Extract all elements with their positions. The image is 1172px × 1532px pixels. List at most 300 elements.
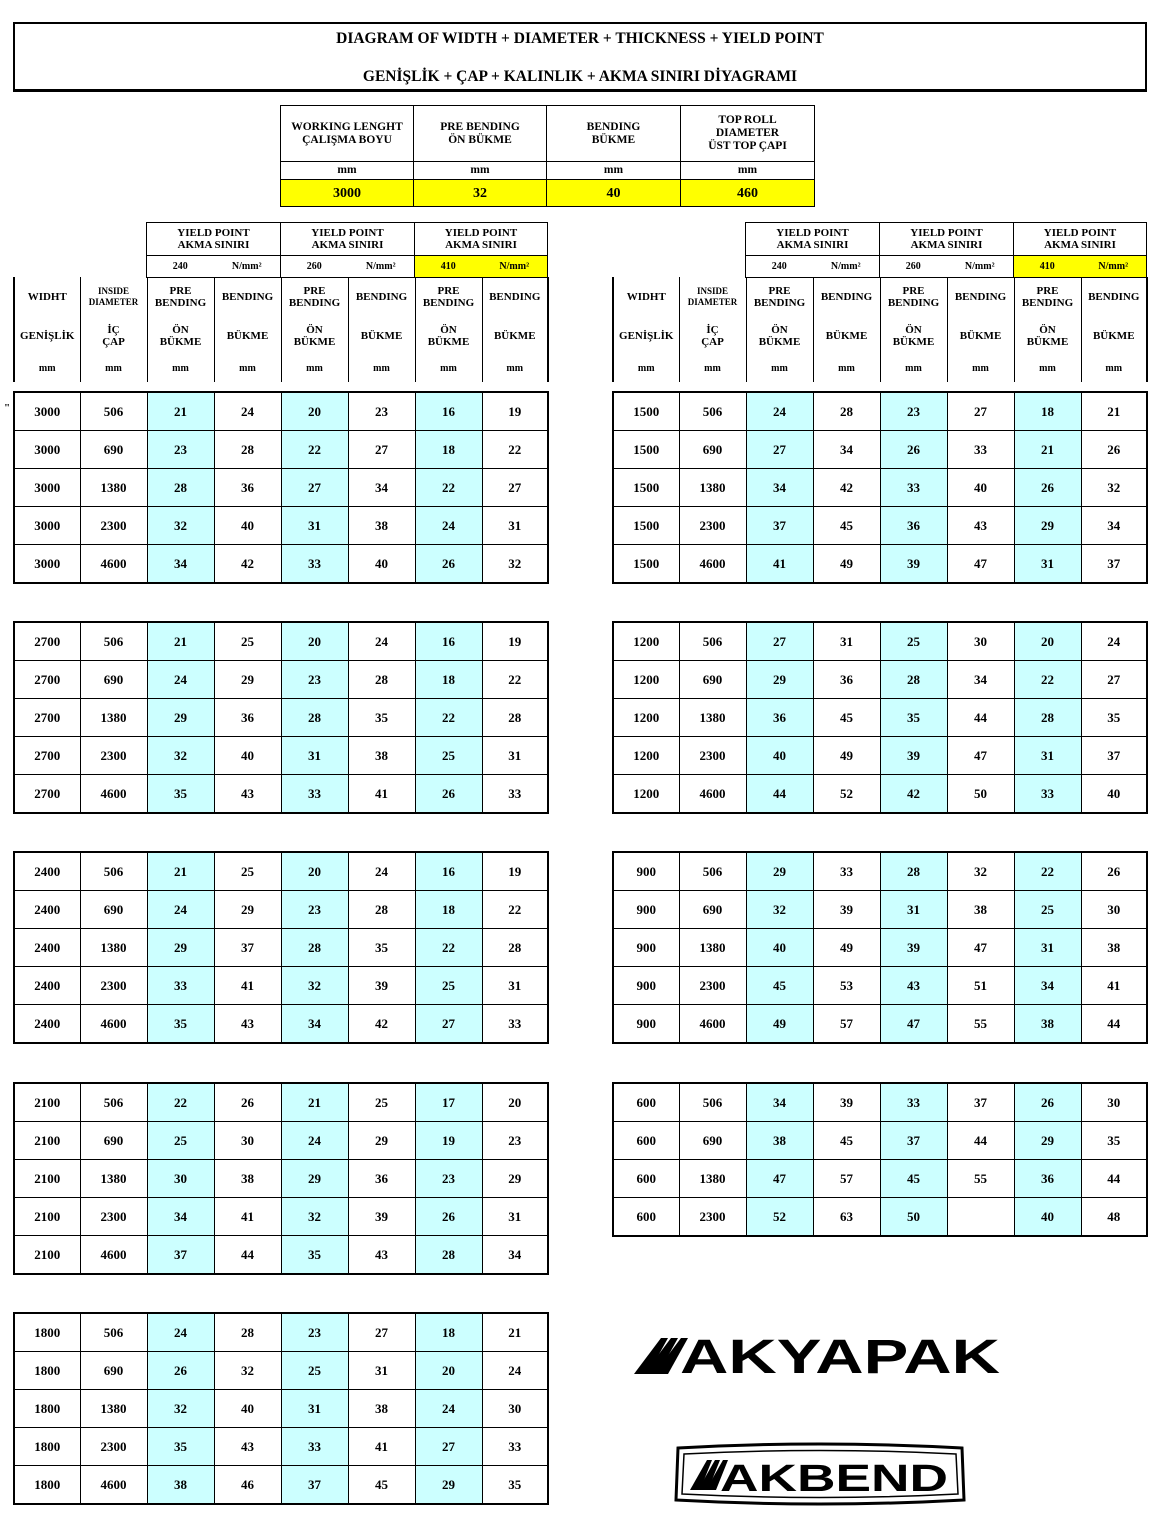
table-cell: 57 [813, 1160, 880, 1198]
table-cell: 32 [214, 1352, 281, 1390]
table-cell: 32 [947, 852, 1014, 891]
table-cell: 21 [147, 622, 214, 661]
table-cell: 4600 [80, 1236, 147, 1275]
table-cell: 38 [1081, 929, 1147, 967]
table-cell: 2100 [14, 1160, 80, 1198]
table-cell: 26 [1081, 431, 1147, 469]
table-cell: 2100 [14, 1083, 80, 1122]
table-cell: 28 [147, 469, 214, 507]
table-row [14, 545, 548, 584]
param-header-bending: BENDING BÜKME [547, 106, 681, 162]
table-cell: 506 [80, 852, 147, 891]
table-cell: 29 [1014, 507, 1081, 545]
table-cell: 39 [880, 737, 947, 775]
table-cell: 23 [415, 1160, 482, 1198]
table-cell: 26 [415, 775, 482, 814]
table-cell: 27 [415, 1005, 482, 1044]
table-cell: 32 [147, 507, 214, 545]
table-cell: 2700 [14, 699, 80, 737]
yield-point-label: YIELD POINT AKMA SINIRI [415, 223, 548, 256]
yield-point-label: YIELD POINT AKMA SINIRI [746, 223, 880, 256]
column-header-pre-bending: ÖN BÜKME [1014, 317, 1081, 355]
param-value-top-roll: 460 [681, 180, 815, 207]
table-cell: 26 [214, 1083, 281, 1122]
table-cell: 26 [147, 1352, 214, 1390]
column-header-bending: BENDING [947, 277, 1014, 317]
table-cell: 30 [147, 1160, 214, 1198]
table-cell: 41 [1081, 967, 1147, 1005]
column-header-width: mm [14, 355, 80, 382]
table-cell: 29 [746, 661, 813, 699]
table-cell: 28 [415, 1236, 482, 1275]
table-cell: 38 [214, 1160, 281, 1198]
table-cell: 23 [147, 431, 214, 469]
table-cell: 2400 [14, 967, 80, 1005]
column-header-inside-diameter: INSIDE DIAMETER [80, 277, 147, 317]
table-cell: 1200 [613, 775, 679, 814]
table-cell: 28 [348, 661, 415, 699]
table-cell: 26 [880, 431, 947, 469]
table-cell: 2400 [14, 852, 80, 891]
table-cell: 31 [482, 737, 548, 775]
table-cell: 43 [348, 1236, 415, 1275]
table-cell: 16 [415, 852, 482, 891]
table-cell: 24 [147, 1313, 214, 1352]
yield-point-header-right [745, 222, 1147, 278]
data-table-right-2 [612, 621, 1148, 814]
column-header-pre-bending: PRE BENDING [415, 277, 482, 317]
table-cell: 29 [482, 1160, 548, 1198]
column-header-pre-bending: mm [415, 355, 482, 382]
table-cell: 49 [813, 929, 880, 967]
table-cell: 690 [80, 1352, 147, 1390]
table-cell: 1500 [613, 507, 679, 545]
column-header-pre-bending: PRE BENDING [746, 277, 813, 317]
table-row [613, 967, 1147, 1005]
table-cell: 42 [813, 469, 880, 507]
table-cell: 37 [214, 929, 281, 967]
table-cell: 2300 [80, 967, 147, 1005]
data-table-left-5 [13, 1312, 549, 1505]
param-unit: mm [681, 162, 815, 180]
param-value-pre-bending: 32 [414, 180, 547, 207]
column-header-pre-bending: PRE BENDING [1014, 277, 1081, 317]
table-row [14, 1352, 548, 1390]
table-row [14, 469, 548, 507]
table-cell: 37 [1081, 545, 1147, 584]
table-cell: 40 [214, 507, 281, 545]
table-cell: 506 [679, 392, 746, 431]
yield-point-value: 410 [1014, 256, 1081, 278]
akbend-logo [670, 1442, 970, 1506]
table-row [14, 1122, 548, 1160]
table-cell: 43 [947, 507, 1014, 545]
table-cell: 45 [813, 699, 880, 737]
table-cell: 36 [1014, 1160, 1081, 1198]
table-cell: 21 [147, 852, 214, 891]
table-cell: 31 [281, 1390, 348, 1428]
table-cell: 4600 [80, 545, 147, 584]
table-row [14, 1236, 548, 1275]
column-header-right [612, 277, 1148, 382]
yield-point-unit: N/mm² [813, 256, 880, 278]
stray-mark: " [4, 402, 11, 414]
table-cell [947, 1198, 1014, 1237]
table-cell: 2700 [14, 661, 80, 699]
table-cell: 43 [880, 967, 947, 1005]
table-cell: 28 [348, 891, 415, 929]
title-english: DIAGRAM OF WIDTH + DIAMETER + THICKNESS + YIELD POINT [336, 30, 824, 47]
yield-point-value: 410 [415, 256, 482, 278]
table-cell: 33 [947, 431, 1014, 469]
table-cell: 32 [281, 967, 348, 1005]
column-header-bending: BÜKME [813, 317, 880, 355]
table-cell: 29 [281, 1160, 348, 1198]
table-cell: 2300 [679, 507, 746, 545]
table-cell: 33 [482, 1428, 548, 1466]
table-cell: 44 [1081, 1005, 1147, 1044]
table-cell: 27 [482, 469, 548, 507]
table-cell: 4600 [679, 545, 746, 584]
column-header-inside-diameter: mm [80, 355, 147, 382]
table-cell: 1380 [80, 1160, 147, 1198]
table-cell: 19 [482, 392, 548, 431]
table-cell: 1380 [80, 1390, 147, 1428]
table-cell: 45 [880, 1160, 947, 1198]
column-header-pre-bending: mm [1014, 355, 1081, 382]
column-header-bending: BENDING [348, 277, 415, 317]
table-cell: 16 [415, 392, 482, 431]
table-cell: 40 [214, 1390, 281, 1428]
table-cell: 45 [813, 507, 880, 545]
table-row [613, 737, 1147, 775]
table-cell: 47 [880, 1005, 947, 1044]
table-row [613, 392, 1147, 431]
table-cell: 2400 [14, 891, 80, 929]
table-cell: 47 [947, 545, 1014, 584]
table-cell: 30 [947, 622, 1014, 661]
table-cell: 25 [281, 1352, 348, 1390]
table-cell: 1200 [613, 737, 679, 775]
column-header-bending: mm [947, 355, 1014, 382]
table-cell: 22 [1014, 661, 1081, 699]
table-cell: 57 [813, 1005, 880, 1044]
table-row [613, 661, 1147, 699]
column-header-bending: mm [482, 355, 548, 382]
table-cell: 27 [746, 431, 813, 469]
table-cell: 32 [1081, 469, 1147, 507]
table-cell: 27 [281, 469, 348, 507]
yield-point-unit: N/mm² [1081, 256, 1147, 278]
table-cell: 22 [482, 431, 548, 469]
table-cell: 37 [746, 507, 813, 545]
table-cell: 690 [80, 431, 147, 469]
table-cell: 43 [214, 1005, 281, 1044]
table-cell: 35 [348, 929, 415, 967]
table-cell: 1500 [613, 392, 679, 431]
table-cell: 26 [1081, 852, 1147, 891]
table-cell: 28 [482, 929, 548, 967]
table-cell: 900 [613, 929, 679, 967]
column-header-pre-bending: ÖN BÜKME [746, 317, 813, 355]
table-cell: 46 [214, 1466, 281, 1505]
table-cell: 690 [80, 661, 147, 699]
table-cell: 1380 [679, 929, 746, 967]
table-cell: 28 [1014, 699, 1081, 737]
table-cell: 1380 [80, 699, 147, 737]
table-cell: 33 [147, 967, 214, 1005]
table-cell: 34 [746, 469, 813, 507]
param-value-working-length: 3000 [281, 180, 414, 207]
table-cell: 1500 [613, 431, 679, 469]
table-cell: 22 [415, 929, 482, 967]
table-cell: 55 [947, 1005, 1014, 1044]
table-cell: 34 [147, 545, 214, 584]
yield-point-unit: N/mm² [348, 256, 415, 278]
table-cell: 18 [415, 661, 482, 699]
yield-point-value: 260 [281, 256, 348, 278]
table-cell: 45 [746, 967, 813, 1005]
table-cell: 47 [947, 929, 1014, 967]
table-cell: 47 [947, 737, 1014, 775]
table-cell: 39 [348, 1198, 415, 1236]
table-cell: 41 [348, 775, 415, 814]
table-cell: 506 [679, 622, 746, 661]
table-cell: 37 [880, 1122, 947, 1160]
column-header-bending: BÜKME [482, 317, 548, 355]
param-value-bending: 40 [547, 180, 681, 207]
table-cell: 34 [1081, 507, 1147, 545]
table-cell: 32 [147, 737, 214, 775]
table-cell: 44 [947, 699, 1014, 737]
table-cell: 27 [947, 392, 1014, 431]
table-row [14, 661, 548, 699]
column-header-inside-diameter: İÇ ÇAP [679, 317, 746, 355]
table-cell: 49 [746, 1005, 813, 1044]
data-table-right-1 [612, 391, 1148, 584]
table-cell: 25 [415, 737, 482, 775]
table-cell: 34 [482, 1236, 548, 1275]
column-header-bending: BENDING [482, 277, 548, 317]
table-cell: 19 [482, 852, 548, 891]
table-cell: 20 [1014, 622, 1081, 661]
table-cell: 33 [813, 852, 880, 891]
table-cell: 22 [1014, 852, 1081, 891]
table-cell: 33 [281, 1428, 348, 1466]
table-row [14, 1160, 548, 1198]
akyapak-logo [634, 1330, 1004, 1376]
param-header-top-roll: TOP ROLL DIAMETER ÜST TOP ÇAPI [681, 106, 815, 162]
data-table-right-4 [612, 1082, 1148, 1237]
yield-point-value: 240 [746, 256, 813, 278]
column-header-pre-bending: PRE BENDING [147, 277, 214, 317]
column-header-left [13, 277, 549, 382]
table-cell: 16 [415, 622, 482, 661]
column-header-bending: mm [813, 355, 880, 382]
table-cell: 34 [281, 1005, 348, 1044]
table-row [613, 929, 1147, 967]
column-header-pre-bending: PRE BENDING [880, 277, 947, 317]
table-cell: 690 [80, 1122, 147, 1160]
yield-point-value: 260 [880, 256, 947, 278]
param-header-working-length: WORKING LENGHT ÇALIŞMA BOYU [281, 106, 414, 162]
table-cell: 43 [214, 1428, 281, 1466]
table-cell: 31 [1014, 737, 1081, 775]
table-cell: 41 [214, 1198, 281, 1236]
data-table-left-4 [13, 1082, 549, 1275]
table-cell: 33 [281, 775, 348, 814]
table-cell: 25 [880, 622, 947, 661]
data-table-left-2 [13, 621, 549, 814]
table-cell: 28 [880, 852, 947, 891]
table-cell: 50 [947, 775, 1014, 814]
table-cell: 2700 [14, 737, 80, 775]
table-cell: 35 [147, 1428, 214, 1466]
table-cell: 506 [80, 1083, 147, 1122]
table-cell: 20 [482, 1083, 548, 1122]
table-cell: 31 [813, 622, 880, 661]
table-cell: 53 [813, 967, 880, 1005]
yield-point-header-left [146, 222, 548, 278]
table-row [613, 775, 1147, 814]
table-cell: 1800 [14, 1390, 80, 1428]
table-cell: 600 [613, 1160, 679, 1198]
table-cell: 24 [482, 1352, 548, 1390]
table-cell: 36 [880, 507, 947, 545]
table-cell: 35 [147, 1005, 214, 1044]
table-cell: 1800 [14, 1352, 80, 1390]
data-table-left-1 [13, 391, 549, 584]
akbend-logo-text: AKBEND [720, 1458, 948, 1500]
table-cell: 26 [415, 545, 482, 584]
table-cell: 24 [348, 852, 415, 891]
table-row [14, 852, 548, 891]
table-cell: 25 [1014, 891, 1081, 929]
table-cell: 21 [147, 392, 214, 431]
table-cell: 1200 [613, 661, 679, 699]
table-cell: 32 [746, 891, 813, 929]
table-cell: 900 [613, 891, 679, 929]
column-header-pre-bending: mm [281, 355, 348, 382]
table-cell: 28 [482, 699, 548, 737]
table-cell: 37 [1081, 737, 1147, 775]
yield-point-value: 240 [147, 256, 214, 278]
column-header-bending: BÜKME [348, 317, 415, 355]
table-cell: 40 [348, 545, 415, 584]
table-cell: 39 [880, 545, 947, 584]
table-cell: 18 [1014, 392, 1081, 431]
table-cell: 25 [214, 622, 281, 661]
table-cell: 51 [947, 967, 1014, 1005]
param-unit: mm [281, 162, 414, 180]
table-cell: 31 [348, 1352, 415, 1390]
table-cell: 22 [482, 891, 548, 929]
table-cell: 1380 [679, 469, 746, 507]
table-cell: 44 [746, 775, 813, 814]
table-cell: 38 [348, 1390, 415, 1428]
table-cell: 29 [147, 929, 214, 967]
machine-parameters-table [280, 105, 815, 207]
table-cell: 900 [613, 1005, 679, 1044]
column-header-bending: BÜKME [214, 317, 281, 355]
table-cell: 506 [80, 392, 147, 431]
table-cell: 2300 [80, 507, 147, 545]
table-cell: 506 [679, 1083, 746, 1122]
table-cell: 26 [1014, 1083, 1081, 1122]
table-cell: 35 [1081, 1122, 1147, 1160]
table-cell: 600 [613, 1083, 679, 1122]
table-cell: 19 [482, 622, 548, 661]
column-header-bending: BENDING [813, 277, 880, 317]
table-cell: 28 [281, 929, 348, 967]
table-row [14, 1428, 548, 1466]
table-row [14, 1390, 548, 1428]
table-cell: 41 [348, 1428, 415, 1466]
table-cell: 27 [746, 622, 813, 661]
table-row [14, 392, 548, 431]
column-header-inside-diameter: INSIDE DIAMETER [679, 277, 746, 317]
table-cell: 29 [214, 891, 281, 929]
table-cell: 25 [147, 1122, 214, 1160]
table-cell: 35 [1081, 699, 1147, 737]
table-cell: 27 [415, 1428, 482, 1466]
table-cell: 600 [613, 1122, 679, 1160]
table-cell: 24 [281, 1122, 348, 1160]
column-header-bending: mm [348, 355, 415, 382]
table-row [14, 431, 548, 469]
table-cell: 2300 [80, 1198, 147, 1236]
table-cell: 47 [746, 1160, 813, 1198]
table-cell: 38 [348, 737, 415, 775]
table-cell: 34 [746, 1083, 813, 1122]
table-cell: 22 [281, 431, 348, 469]
table-cell: 30 [482, 1390, 548, 1428]
table-cell: 35 [482, 1466, 548, 1505]
table-cell: 1800 [14, 1428, 80, 1466]
table-cell: 35 [147, 775, 214, 814]
table-cell: 31 [1014, 929, 1081, 967]
table-cell: 39 [880, 929, 947, 967]
table-row [613, 1005, 1147, 1044]
table-cell: 34 [813, 431, 880, 469]
column-header-bending: BENDING [214, 277, 281, 317]
table-cell: 21 [482, 1313, 548, 1352]
table-cell: 4600 [80, 1005, 147, 1044]
table-cell: 23 [281, 661, 348, 699]
table-cell: 33 [1014, 775, 1081, 814]
title-turkish: GENİŞLİK + ÇAP + KALINLIK + AKMA SINIRI DİYAGRAMI [362, 68, 798, 85]
table-cell: 18 [415, 1313, 482, 1352]
table-cell: 33 [880, 469, 947, 507]
table-cell: 1200 [613, 699, 679, 737]
table-row [613, 622, 1147, 661]
table-cell: 26 [1014, 469, 1081, 507]
table-cell: 37 [147, 1236, 214, 1275]
yield-point-label: YIELD POINT AKMA SINIRI [880, 223, 1014, 256]
table-cell: 41 [214, 967, 281, 1005]
table-cell: 18 [415, 891, 482, 929]
table-cell: 2100 [14, 1122, 80, 1160]
table-cell: 23 [281, 891, 348, 929]
table-cell: 24 [214, 392, 281, 431]
column-header-width: WIDHT [14, 277, 80, 317]
table-cell: 4600 [679, 1005, 746, 1044]
table-cell: 20 [415, 1352, 482, 1390]
table-cell: 23 [281, 1313, 348, 1352]
table-cell: 2300 [679, 737, 746, 775]
table-cell: 2300 [80, 737, 147, 775]
akyapak-logo-text: AKYAPAK [680, 1331, 1001, 1376]
